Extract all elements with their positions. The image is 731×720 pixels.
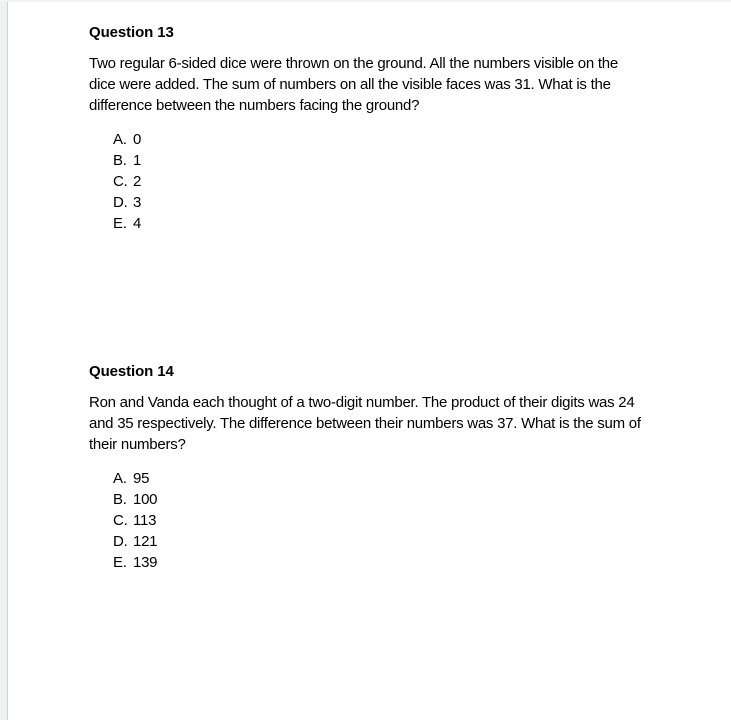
question-text-line: Ron and Vanda each thought of a two-digit number. The product of their digits was 24: [89, 394, 635, 411]
option-c: [113, 510, 709, 531]
question-text-line: Two regular 6-sided dice were thrown on the ground. All the numbers visible on the: [89, 55, 618, 72]
option-d: [113, 192, 709, 213]
option-letter: E.: [113, 554, 127, 571]
option-letter: A.: [113, 131, 127, 148]
option-value: 139: [133, 554, 158, 571]
option-d: [113, 531, 709, 552]
question-text-line: and 35 respectively. The difference between their numbers was 37. What is the sum of: [89, 415, 641, 432]
option-value: 0: [133, 131, 142, 148]
question-text-line: dice were added. The sum of numbers on all the visible faces was 31. What is the: [89, 76, 611, 93]
option-letter: B.: [113, 152, 127, 169]
option-letter: C.: [113, 173, 128, 190]
question-14-text: [89, 392, 709, 455]
option-letter: E.: [113, 215, 127, 232]
question-13-text: [89, 53, 709, 116]
option-letter: D.: [113, 194, 128, 211]
option-e: [113, 213, 709, 234]
question-14-heading: Question 14: [89, 363, 174, 380]
question-13-heading: Question 13: [89, 24, 174, 41]
page-left-edge: [0, 0, 8, 720]
option-value: 100: [133, 491, 158, 508]
question-13-options: [113, 129, 709, 234]
option-letter: C.: [113, 512, 128, 529]
option-value: 4: [133, 215, 142, 232]
question-14-options: [113, 468, 709, 573]
option-value: 2: [133, 173, 142, 190]
option-c: [113, 171, 709, 192]
option-a: [113, 468, 709, 489]
option-value: 95: [133, 470, 150, 487]
question-text-line: difference between the numbers facing the ground?: [89, 97, 420, 114]
option-letter: D.: [113, 533, 128, 550]
option-value: 113: [133, 512, 157, 529]
page-top-edge: [0, 0, 731, 2]
document-content: [89, 22, 709, 573]
option-letter: B.: [113, 491, 127, 508]
option-value: 121: [133, 533, 158, 550]
option-letter: A.: [113, 470, 127, 487]
option-a: [113, 129, 709, 150]
option-e: [113, 552, 709, 573]
question-13-section: [89, 22, 709, 234]
option-b: [113, 489, 709, 510]
option-value: 1: [133, 152, 142, 169]
question-text-line: their numbers?: [89, 436, 186, 453]
option-b: [113, 150, 709, 171]
option-value: 3: [133, 194, 142, 211]
question-14-section: [89, 361, 709, 573]
